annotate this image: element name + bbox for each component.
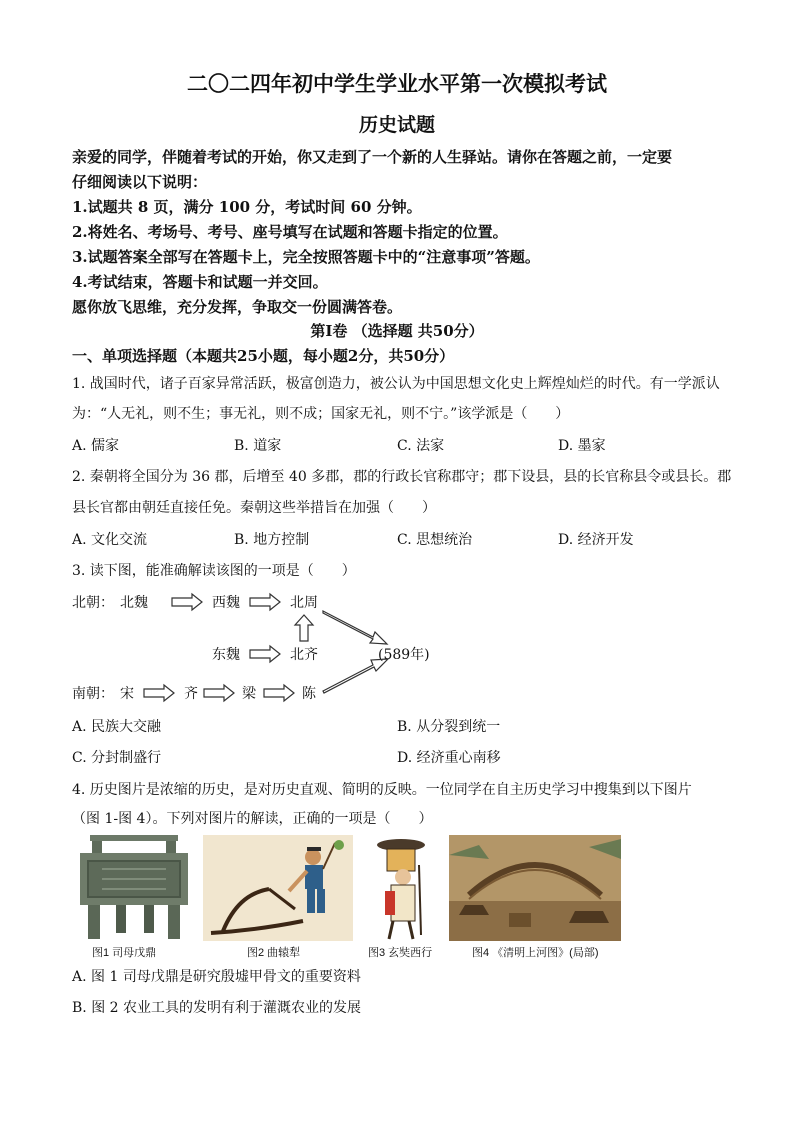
- question-4-text: 4. 历史图片是浓缩的历史，是对历史直观、简明的反映。一位同学在自主历史学习中搜集到以下图片: [72, 782, 692, 798]
- question-2-option-d: D. 经济开发: [558, 532, 634, 548]
- question-2-text: 县长官都由朝廷直接任免。秦朝这些举措旨在加强（ ）: [72, 500, 436, 516]
- dynasty-qi: 齐: [184, 686, 198, 702]
- question-1-option-a: A. 儒家: [72, 438, 120, 454]
- instruction-wish: 愿你放飞思维，充分发挥，争取交一份圆满答卷。: [72, 298, 403, 316]
- arrow-right-icon: [250, 594, 280, 610]
- figure-3-caption: 图3 玄奘西行: [368, 947, 433, 959]
- dynasty-dongwei: 东魏: [212, 647, 240, 663]
- question-3-option-b: B. 从分裂到统一: [397, 719, 501, 735]
- question-1-option-c: C. 法家: [397, 438, 445, 454]
- section-heading: 一、单项选择题（本题共25小题，每小题2分，共50分）: [72, 347, 455, 365]
- north-label: 北朝：: [72, 595, 114, 611]
- arrow-diagonal-icon: [323, 611, 387, 644]
- arrow-right-icon: [144, 685, 174, 701]
- exam-title: 二〇二四年初中学生学业水平第一次模拟考试: [187, 71, 607, 96]
- dynasty-xiwei: 西魏: [212, 595, 240, 611]
- figure-4-caption: 图4 《清明上河图》(局部): [472, 947, 599, 959]
- figure-1-caption: 图1 司母戊鼎: [92, 947, 157, 959]
- question-4-option-a: A. 图 1 司母戊鼎是研究殷墟甲骨文的重要资料: [72, 969, 361, 985]
- dynasty-chen: 陈: [302, 686, 316, 702]
- xuanzang-image: [359, 835, 443, 941]
- diagram-arrows: [70, 585, 470, 710]
- question-1-text: 为：“人无礼，则不生；事无礼，则不成；国家无礼，则不宁。”该学派是（ ）: [72, 406, 570, 422]
- exam-subtitle: 历史试题: [358, 114, 435, 136]
- south-label: 南朝：: [72, 686, 114, 702]
- painting-bridge-image: [449, 835, 621, 941]
- question-2-option-a: A. 文化交流: [72, 532, 148, 548]
- figure-2-caption: 图2 曲辕犁: [247, 947, 301, 959]
- instruction-item: 2.将姓名、考场号、考号、座号填写在试题和答题卡指定的位置。: [72, 223, 508, 241]
- ding-vessel-image: [72, 835, 196, 941]
- question-1-text: 1. 战国时代，诸子百家异常活跃，极富创造力，被公认为中国思想文化史上辉煌灿烂的时代。有一学派认: [72, 376, 720, 392]
- dynasty-liang: 梁: [242, 686, 256, 702]
- arrow-diagonal-icon: [323, 659, 388, 693]
- instruction-item: 1.试题共 8 页，满分 100 分，考试时间 60 分钟。: [72, 198, 422, 216]
- question-2-option-b: B. 地方控制: [234, 532, 310, 548]
- question-3-option-c: C. 分封制盛行: [72, 750, 162, 766]
- instruction-item: 3.试题答案全部写在答题卡上，完全按照答题卡中的“注意事项”答题。: [72, 248, 540, 266]
- question-2-option-c: C. 思想统治: [397, 532, 473, 548]
- intro-line-1: 亲爱的同学，伴随着考试的开始，你又走到了一个新的人生驿站。请你在答题之前，一定要: [72, 148, 673, 166]
- plow-farmer-image: [203, 835, 353, 941]
- intro-line-2: 仔细阅读以下说明：: [72, 173, 208, 191]
- question-2-text: 2. 秦朝将全国分为 36 郡，后增至 40 多郡，郡的行政长官称郡守；郡下设县，县的长官称县令或县长。郡: [72, 469, 732, 485]
- instruction-item: 4.考试结束，答题卡和试题一并交回。: [72, 273, 328, 291]
- question-4-option-b: B. 图 2 农业工具的发明有利于灌溉农业的发展: [72, 1000, 361, 1016]
- dynasty-song: 宋: [120, 686, 134, 702]
- dynasty-beiqi: 北齐: [290, 647, 318, 663]
- arrow-right-icon: [264, 685, 294, 701]
- dynasty-beiwei: 北魏: [120, 595, 148, 611]
- dynasty-beizhou: 北周: [290, 595, 318, 611]
- arrow-right-icon: [250, 646, 280, 662]
- arrow-up-icon: [295, 615, 313, 641]
- question-1-option-d: D. 墨家: [558, 438, 606, 454]
- arrow-right-icon: [204, 685, 234, 701]
- unification-year: (589年): [378, 647, 430, 663]
- arrow-right-icon: [172, 594, 202, 610]
- question-3-text: 3. 读下图，能准确解读该图的一项是（ ）: [72, 563, 356, 579]
- part-title: 第Ⅰ卷 （选择题 共50分）: [310, 322, 484, 340]
- question-3-option-d: D. 经济重心南移: [397, 750, 501, 766]
- dynasty-diagram: [70, 585, 470, 710]
- question-4-text: （图 1-图 4）。下列对图片的解读，正确的一项是（ ）: [72, 811, 433, 827]
- question-1-option-b: B. 道家: [234, 438, 282, 454]
- question-3-option-a: A. 民族大交融: [72, 719, 162, 735]
